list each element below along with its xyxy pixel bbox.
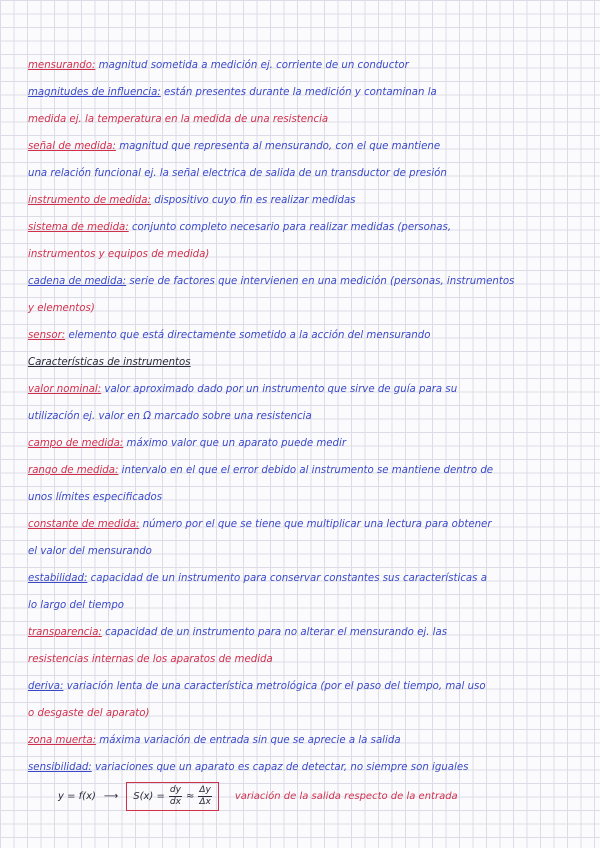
note-line [28,727,594,754]
delta-denominator: Δx [199,796,211,807]
definition-text: elemento que está directamente sometido a la acción del mensurando [65,330,431,341]
definition-text: resistencias internas de los aparatos de medida [28,654,273,665]
definition-text: variación lenta de una característica metrológica (por el paso del tiempo, mal uso [63,681,486,692]
derivative-numerator: dy [169,784,181,795]
definition-text: magnitud que representa al mensurando, con el que mantiene [115,141,441,152]
note-line [28,700,594,727]
derivative-denominator: dx [169,796,181,807]
definition-text: utilización ej. valor en Ω marcado sobre una resistencia [28,411,312,422]
definition-text: unos límites especificados [28,492,163,503]
definition-text: medida ej. la temperatura en la medida de una resistencia [28,114,329,125]
definition-text: o desgaste del aparato) [28,708,150,719]
note-line [28,646,594,673]
section-heading: Características de instrumentos [28,357,191,368]
term-label: valor nominal: [28,384,102,395]
definition-text: serie de factores que intervienen en una medición (personas, instrumentos [126,276,515,287]
note-line [28,133,594,160]
definition-text: y elementos) [28,303,95,314]
definition-text: intervalo en el que el error debido al instrumento se mantiene dentro de [118,465,494,476]
delta-numerator: Δy [199,784,211,795]
derivative-fraction [169,785,182,808]
note-line [28,619,594,646]
note-line [28,754,594,781]
note-line [28,187,594,214]
definition-text: máximo valor que un aparato puede medir [123,438,347,449]
term-label: rango de medida: [28,465,119,476]
definition-text: valor aproximado dado por un instrumento que sirve de guía para su [101,384,458,395]
formula-description: variación de la salida respecto de la entrada [234,790,458,802]
definition-text: número por el que se tiene que multiplicar una lectura para obtener [139,519,492,530]
term-label: sensibilidad: [28,762,92,773]
sensitivity-formula [58,782,458,810]
definition-text: capacidad de un instrumento para conservar constantes sus características a [87,573,487,584]
arrow-icon: ⟶ [103,790,119,802]
approx-symbol: ≈ [185,790,195,802]
term-label: campo de medida: [28,438,124,449]
note-line [28,673,594,700]
term-label: transparencia: [28,627,102,638]
note-line [28,268,594,295]
term-label: magnitudes de influencia: [28,87,161,98]
function-expression: y = f(x) [58,790,96,802]
note-line [28,538,594,565]
note-line [28,403,594,430]
term-label: señal de medida: [28,141,116,152]
note-line [28,106,594,133]
formula-box [126,782,219,811]
definition-text: variaciones que un aparato es capaz de detectar, no siempre son iguales [91,762,469,773]
term-label: mensurando: [28,60,96,71]
term-label: instrumento de medida: [28,195,151,206]
term-label: estabilidad: [28,573,88,584]
handwritten-notes [28,52,594,781]
note-line [28,376,594,403]
note-line [28,349,594,376]
term-label: sistema de medida: [28,222,129,233]
definition-text: conjunto completo necesario para realizar medidas (personas, [128,222,452,233]
definition-text: magnitud sometida a medición ej. corriente de un conductor [95,60,409,71]
note-line [28,79,594,106]
definition-text: máxima variación de entrada sin que se aprecie a la salida [96,735,401,746]
note-line [28,295,594,322]
sensitivity-label: S(x) = [133,790,165,802]
definition-text: una relación funcional ej. la señal electrica de salida de un transductor de presión [28,168,447,179]
term-label: cadena de medida: [28,276,127,287]
note-line [28,565,594,592]
delta-fraction [198,785,211,808]
note-line [28,160,594,187]
note-line [28,52,594,79]
note-line [28,484,594,511]
note-line [28,511,594,538]
term-label: zona muerta: [28,735,97,746]
note-line [28,592,594,619]
note-line [28,430,594,457]
term-label: deriva: [28,681,64,692]
definition-text: están presentes durante la medición y contaminan la [160,87,437,98]
note-line [28,241,594,268]
note-line [28,322,594,349]
definition-text: lo largo del tiempo [28,600,125,611]
definition-text: instrumentos y equipos de medida) [28,249,210,260]
note-line [28,214,594,241]
note-line [28,457,594,484]
definition-text: capacidad de un instrumento para no alterar el mensurando ej. las [101,627,448,638]
definition-text: dispositivo cuyo fin es realizar medidas [150,195,356,206]
definition-text: el valor del mensurando [28,546,152,557]
term-label: constante de medida: [28,519,140,530]
term-label: sensor: [28,330,66,341]
